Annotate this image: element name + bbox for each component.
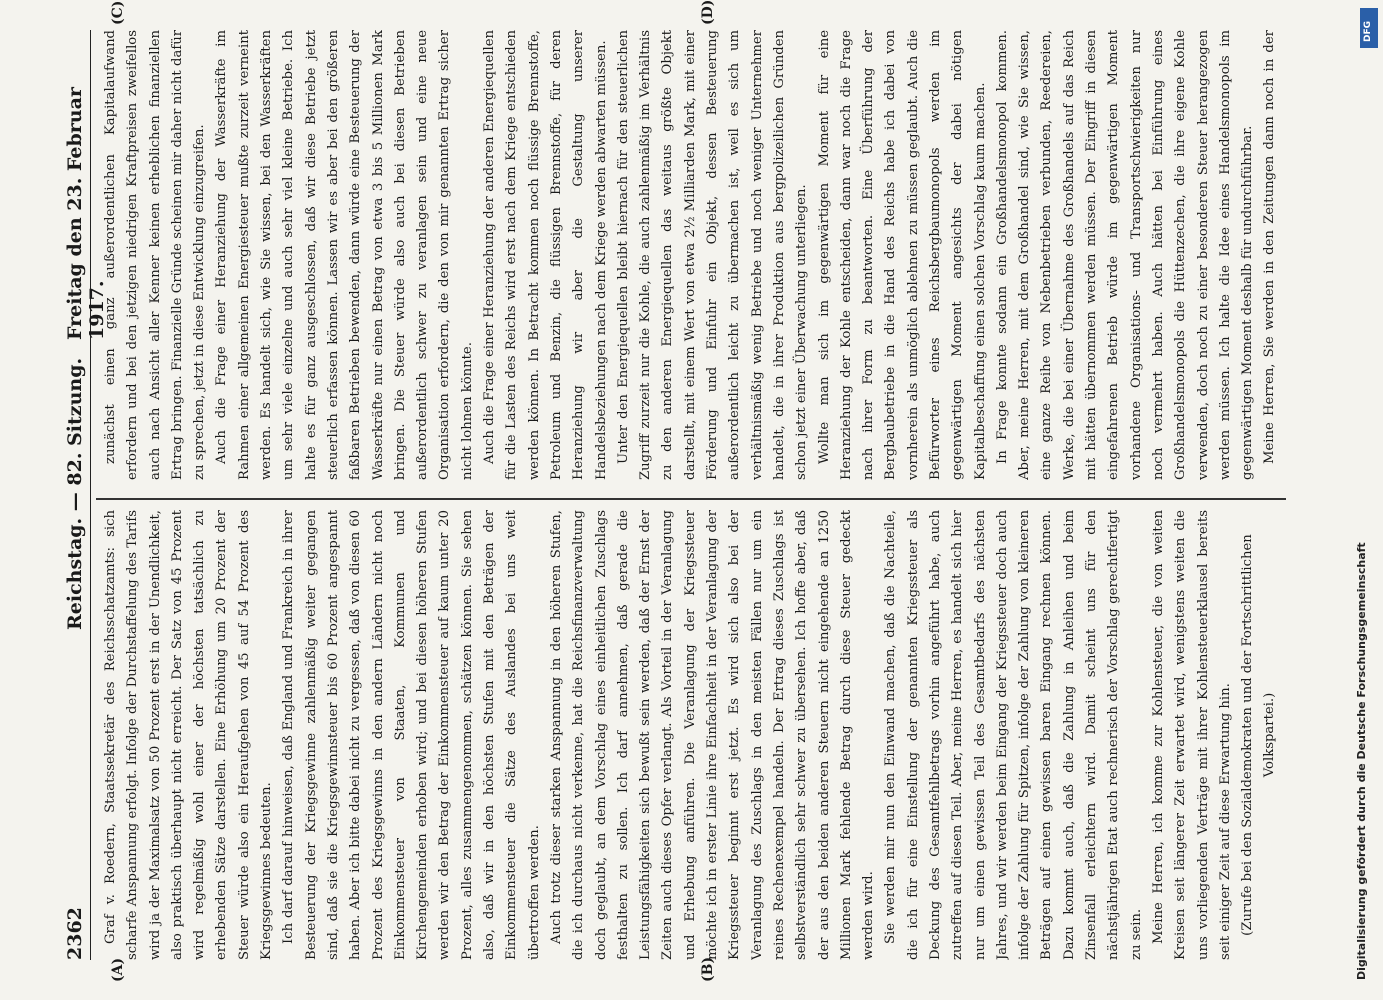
paragraph: Ich darf darauf hinweisen, daß England und Frankreich in ihrer Besteuerung der Kriegsgewinne zahlenmäßig weiter gegangen sind, daß sie die Kriegsgewinnsteuer bis 60 Prozent angespannt haben. Aber ich bitte dabei nicht zu vergessen, daß von diesen 60 Prozent des Kriegsgewinns in den andern Ländern nicht noch Einkommensteuer von Staaten, Kommunen und Kirchengemeinden erhoben wird; und bei diesen höheren Stufen werden wir den Betrag der Einkommensteuer auf kaum unter 20 Prozent, alles zusammengenommen, schätzen können. Sie sehen also, daß wir in den höchsten Stufen mit den Beträgen der Einkommensteuer die Sätze des Auslandes bei uns weit übertroffen werden. xyxy=(281,510,542,960)
page-header xyxy=(62,30,108,960)
margin-marker-a: (A) xyxy=(110,957,126,982)
paragraph: Meine Herren, ich komme zur Kohlensteuer, die von weiten Kreisen seit längerer Zeit erwartet wird, wenigstens weiten die uns vorliegenden Verträge mit ihrer Kohlensteuerklausel bereits seit einiger Zeit auf diese Erwartung hin. xyxy=(1150,510,1233,960)
dfg-logo-text: DFG xyxy=(1363,20,1373,42)
column-divider xyxy=(96,499,1286,501)
paragraph: In Frage konnte sodann ein Großhandelsmonopol kommen. Aber, meine Herren, mit dem Großhandel sind, wie Sie wissen, eine ganze Reihe von Nebenbetrieben verbunden, Reedereien, Werke, die bei einer Übernahme des Großhandels auf das Reich mit hätten übernommen werden müssen. Der Eingriff in diesen eingefahrenen Betrieb würde im gegenwärtigen Moment vorhandene Organisations- und Transportschwierigkeiten nur noch vermehrt haben. Auch hätten bei Einführung eines Großhandelsmonopols die Hüttenzechen, die ihre eigene Kohle verwenden, doch noch zu einer besonderen Steuer herangezogen werden müssen. Ich halte die Idee eines Handelsmonopols im gegenwärtigen Moment deshalb für undurchführbar. xyxy=(994,30,1256,480)
paragraph: (Zurufe bei den Sozialdemokraten und der Fortschrittlichen Volkspartei.) xyxy=(1240,534,1278,936)
dfg-logo xyxy=(1360,8,1378,48)
right-column xyxy=(100,30,1285,480)
paragraph: Graf v. Roedern, Staatssekretär des Reichsschatzamts: sich scharfe Anspannung erfolgt. Infolge der Durchstaffelung des Tarifs wird ja der Maximalsatz von 50 Prozent erst in der Unendlichkeit, also praktisch überhaupt nicht erreicht. Der Satz von 45 Prozent wird regelmäßig wohl einer der höchsten tatsächlich zu erhebenden Sätze darstellen. Eine Erhöhung um 20 Prozent der Steuer würde also ein Heraufgehen von 45 auf 54 Prozent des Kriegsgewinnes bedeuten. xyxy=(103,510,275,960)
digitization-credit: Digitalisierung gefördert durch die Deutsche Forschungsgemeinschaft xyxy=(1355,542,1368,980)
paragraph xyxy=(1282,510,1285,960)
page-number: 2362 xyxy=(64,907,86,960)
paragraph: Auch die Frage einer Heranziehung der Wasserkräfte im Rahmen einer allgemeinen Energiesteuer mußte zurzeit verneint werden. Es handelt sich, wie Sie wissen, bei den Wasserkräften um sehr viele einzelne und auch sehr viel kleine Betriebe. Ich halte es für ganz ausgeschlossen, daß wir diese Betriebe jetzt steuerlich erfassen können. Lassen wir es aber bei den größeren faßbaren Betrieben bewenden, dann würde eine Besteuerung der Wasserkräfte nur einen Betrag von etwa 3 bis 5 Millionen Mark bringen. Die Steuer würde also auch bei diesen Betrieben außerordentlich schwer zu veranlagen sein und eine neue Organisation erfordern, die den von mir genannten Ertrag sicher nicht lohnen könnte. xyxy=(214,30,475,480)
paragraph: Meine Herren, Sie werden in den Zeitungen dann noch in der xyxy=(1262,30,1278,464)
paragraph: Auch trotz dieser starken Anspannung in den höheren Stufen, die ich durchaus nicht verkenne, hat die Reichsfinanzverwaltung doch geglaubt, an dem Vorschlag eines einheitlichen Zuschlags festhalten zu sollen. Ich darf annehmen, daß gerade die Leistungsfähigkeiten sich bewußt sein werden, daß der Ernst der Zeiten auch dieses Opfer verlangt. Als Vorteil in der Veranlagung und Erhebung anführen. Die Veranlagung der Kriegssteuer möchte ich in erster Linie ihre Einfachheit in der Veranlagung der Kriegssteuer beginnt erst jetzt. Es wird sich also bei der Veranlagung des Zuschlags in den meisten Fällen nur um ein reines Rechenexempel handeln. Der Ertrag dieses Zuschlags ist selbstverständlich sehr schwer zu übersehen. Ich hoffe aber, daß der aus den beiden anderen Steuern nicht eingehende an 1250 Millionen Mark fehlende Betrag durch diese Steuer gedeckt werden wird. xyxy=(548,510,877,960)
session-title: Reichstag. — 82. Sitzung. xyxy=(64,357,86,630)
paragraph: zunächst einen ganz außerordentlichen Kapitalaufwand erfordern und bei den jetzigen niedrigen Kraftpreisen zweifellos auch nach Ansicht aller Kenner keinen erheblichen finanziellen Ertrag bringen. Finanzielle Gründe scheinen mir daher nicht dafür zu sprechen, jetzt in diese Entwicklung einzugreifen. xyxy=(103,30,208,480)
paragraph: Auch die Frage einer Heranziehung der anderen Energiequellen für die Lasten des Reichs wird erst nach dem Kriege entschieden werden können. In Betracht kommen noch flüssige Brennstoffe, Petroleum und Benzin, die flüssigen Brennstoffe, für deren Heranziehung wir aber die Gestaltung unserer Handelsbeziehungen nach dem Kriege werden abwarten müssen. xyxy=(482,30,609,480)
paragraph: Wollte man sich im gegenwärtigen Moment für eine Heranziehung der Kohle entscheiden, dann war noch die Frage nach ihrer Form zu beantworten. Eine Überführung der Bergbaubetriebe in die Hand des Reichs habe ich dabei von vornherein als unmöglich ablehnen zu müssen geglaubt. Auch die Befürworter eines Reichsbergbaumonopols werden im gegenwärtigen Moment angesichts der dabei nötigen Kapitalbeschaffung einen solchen Vorschlag kaum machen. xyxy=(816,30,988,480)
margin-marker-d: (D) xyxy=(700,0,716,25)
paragraph: Unter den Energiequellen bleibt hiernach für den steuerlichen Zugriff zurzeit nur die Kohle, die auch zahlenmäßig im Verhältnis zu den anderen Energiequellen das weitaus größte Objekt darstellt, mit einem Wert von etwa 2½ Milliarden Mark, mit einer Förderung und Einfuhr ein Objekt, dessen Besteuerung außerordentlich leicht zu übermachen ist, weil es sich um verhältnismäßig wenig Betriebe und noch weniger Unternehmer handelt, die in ihrer Produktion aus bergpolizeilichen Gründen schon jetzt einer Überwachung unterliegen. xyxy=(615,30,810,480)
margin-marker-b: (B) xyxy=(700,956,716,982)
margin-marker-c: (C) xyxy=(110,0,126,25)
left-column xyxy=(100,510,1285,960)
session-date: Freitag den 23. Februar 1917. xyxy=(64,87,108,340)
paragraph: Sie werden mir nun den Einwand machen, daß die Nachteile, die ich für eine Einstellung der genannten Kriegssteuer als Deckung des Gesamtfehlbetrags vorhin angeführt habe, auch zutreffen auf diesen Teil. Aber, meine Herren, es handelt sich hier nur um einen gewissen Teil des Gesamtbedarfs des nächsten Jahres, und wir werden beim Eingang der Kriegssteuer doch auch infolge der Zahlung für Spitzen, infolge der Zahlung von kleineren Beträgen auf einen gewissen baren Eingang rechnen können. Dazu kommt auch, daß die Zahlung in Anleihen und beim Zinsenfall erleichtern wird. Damit scheint uns für den nächstjährigen Etat auch rechnerisch der Vorschlag gerechtfertigt zu sein. xyxy=(883,510,1144,960)
